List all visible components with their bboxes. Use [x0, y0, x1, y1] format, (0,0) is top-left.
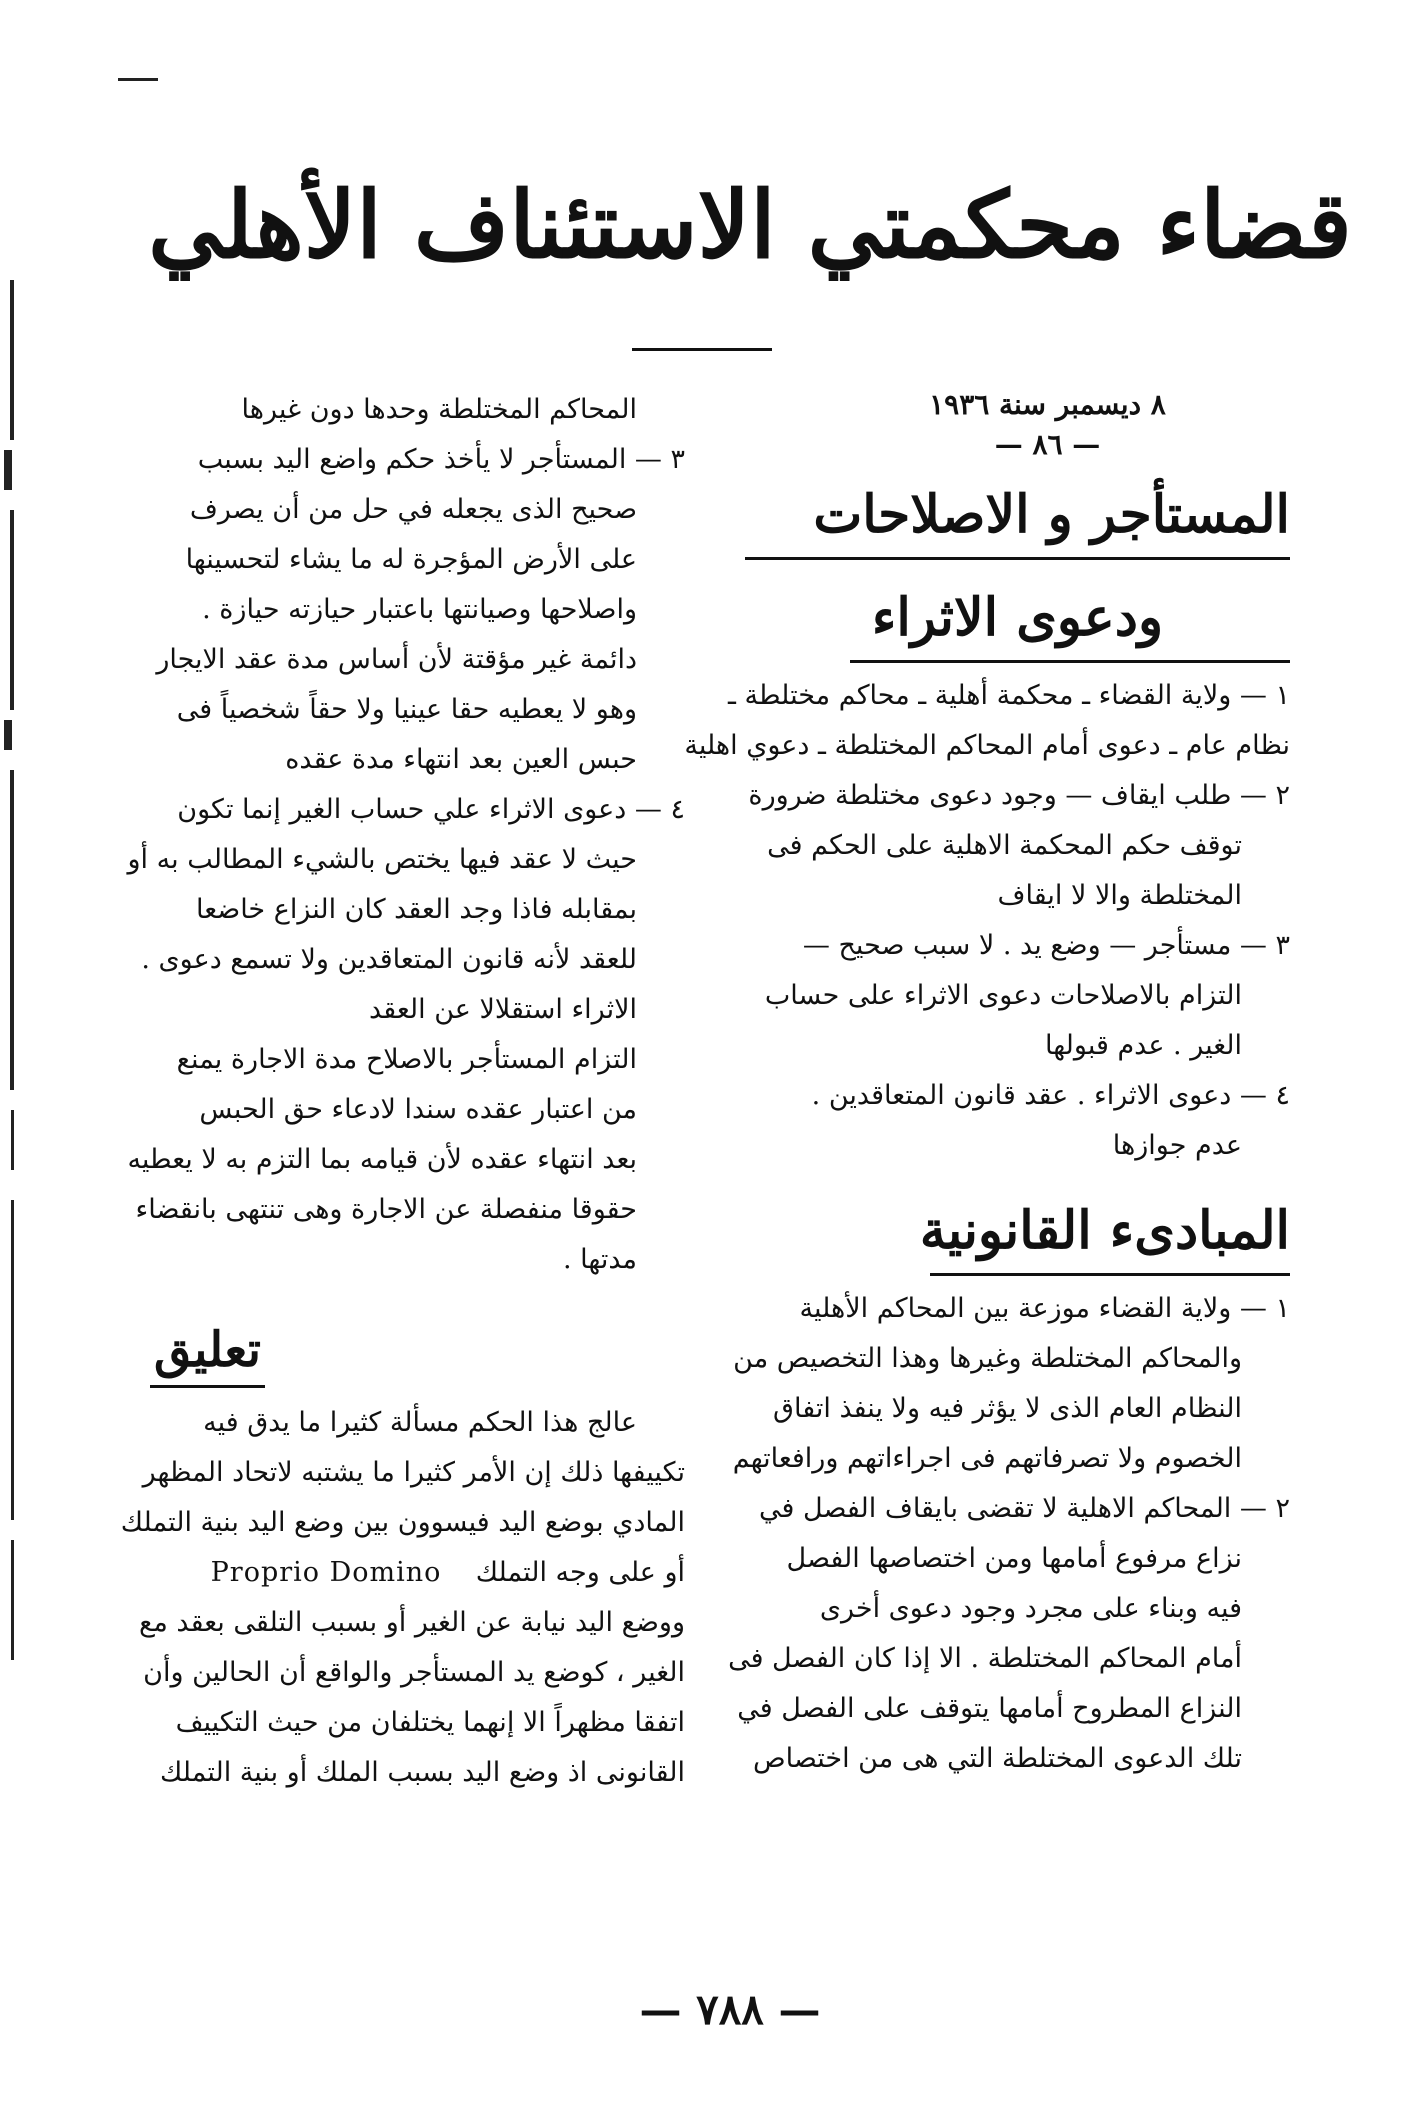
body-line: ٣ — المستأجر لا يأخذ حكم واضع اليد بسبب — [197, 444, 685, 475]
commentary-line — [150, 1548, 685, 1598]
summary-line: ٤ — دعوى الاثراء . عقد قانون المتعاقدين . — [811, 1080, 1290, 1111]
principles-rule — [930, 1273, 1290, 1276]
case-title-line1: المستأجر و الاصلاحات — [813, 484, 1290, 545]
commentary-line: المادي بوضع اليد فيسوون بين وضع اليد بنية التملك — [120, 1507, 685, 1538]
body-line: حبس العين بعد انتهاء مدة عقده — [285, 744, 637, 775]
summary-line: الغير . عدم قبولها — [1044, 1030, 1242, 1061]
body-line: واصلاحها وصيانتها باعتبار حيازته حيازة . — [202, 594, 637, 625]
commentary-line: اتفقا مظهراً الا إنهما يختلفان من حيث التكييف — [175, 1707, 685, 1738]
body-line: مدتها . — [563, 1244, 637, 1275]
commentary-line: القانونى اذ وضع اليد بسبب الملك أو بنية التملك — [160, 1757, 685, 1788]
masthead-rule — [632, 348, 772, 351]
case-title-line2: ودعوى الاثراء — [871, 587, 1164, 648]
commentary-line: ووضع اليد نيابة عن الغير أو بسبب التلقى بعقد مع — [139, 1607, 685, 1638]
principles-title: المبادىء القانونية — [919, 1200, 1290, 1261]
commentary-line: تكييفها ذلك إن الأمر كثيرا ما يشتبه لاتحاد المظهر — [142, 1457, 685, 1488]
commentary-text — [120, 1398, 685, 1798]
principle-line: والمحاكم المختلطة وغيرها وهذا التخصيص من — [733, 1343, 1242, 1374]
body-line: من اعتبار عقده سندا لادعاء حق الحبس — [199, 1094, 637, 1125]
principle-line: فيه وبناء على مجرد وجود دعوى أخرى — [819, 1593, 1242, 1624]
latin-phrase: Proprio Domino — [210, 1557, 442, 1588]
journal-masthead: قضاء محكمتي الاستئناف الأهلي — [148, 171, 1352, 279]
body-line: بمقابله فاذا وجد العقد كان النزاع خاضعا — [196, 894, 637, 925]
body-line: المحاكم المختلطة وحدها دون غيرها — [241, 394, 637, 425]
body-line: للعقد لأنه قانون المتعاقدين ولا تسمع دعوى . — [141, 944, 637, 975]
body-line: التزام المستأجر بالاصلاح مدة الاجارة يمنع — [176, 1044, 637, 1075]
principle-line: ٢ — المحاكم الاهلية لا تقضى بايقاف الفصل في — [759, 1493, 1290, 1524]
summary-line: التزام بالاصلاحات دعوى الاثراء على حساب — [764, 980, 1242, 1011]
commentary-line-text: أو على وجه التملك — [475, 1557, 685, 1588]
title-rule — [745, 557, 1290, 560]
judgment-date: ٨ ديسمبر سنة ١٩٣٦ — [929, 388, 1166, 421]
summary-line: المختلطة والا لا ايقاف — [997, 880, 1242, 911]
principle-line: تلك الدعوى المختلطة التي هى من اختصاص — [752, 1743, 1242, 1774]
left-column — [120, 385, 685, 1798]
binding-edge — [4, 280, 18, 1660]
commentary-title: تعليق — [150, 1315, 265, 1388]
title-rule-2 — [850, 660, 1290, 663]
body-line: حيث لا عقد فيها يختص بالشيء المطالب به أو — [127, 844, 637, 875]
summary-line: ٢ — طلب ايقاف — وجود دعوى مختلطة ضرورة — [748, 780, 1290, 811]
principle-line: أمام المحاكم المختلطة . الا إذا كان الفصل فى — [728, 1643, 1242, 1674]
principle-line: نزاع مرفوع أمامها ومن اختصاصها الفصل — [786, 1543, 1242, 1574]
body-line: الاثراء استقلالا عن العقد — [369, 994, 637, 1025]
continuation-text — [127, 385, 685, 1285]
principle-line: الخصوم ولا تصرفاتهم فى اجراءاتهم ورافعاتهم — [732, 1443, 1242, 1474]
summary-line: نظام عام ـ دعوى أمام المحاكم المختلطة ـ دعوي اهلية — [684, 730, 1290, 761]
commentary-header — [150, 1315, 685, 1388]
summary-line: ٣ — مستأجر — وضع يد . لا سبب صحيح — — [802, 930, 1290, 961]
body-line: حقوقا منفصلة عن الاجارة وهى تنتهى بانقضاء — [135, 1194, 637, 1225]
principle-line: النزاع المطروح أمامها يتوقف على الفصل في — [737, 1693, 1242, 1724]
summary-line: ١ — ولاية القضاء ـ محكمة أهلية ـ محاكم مختلطة ـ — [728, 680, 1290, 711]
body-line: على الأرض المؤجرة له ما يشاء لتحسينها — [185, 544, 637, 575]
commentary-line: عالج هذا الحكم مسألة كثيرا ما يدق فيه — [203, 1407, 637, 1438]
right-column — [684, 385, 1290, 1784]
body-line: دائمة غير مؤقتة لأن أساس مدة عقد الايجار — [156, 644, 637, 675]
summary-line: توقف حكم المحكمة الاهلية على الحكم فى — [767, 830, 1242, 861]
body-line: بعد انتهاء عقده لأن قيامه بما التزم به لا يعطيه — [127, 1144, 637, 1175]
summary-list — [684, 671, 1290, 1171]
principle-line: النظام العام الذى لا يؤثر فيه ولا ينفذ اتفاق — [773, 1393, 1242, 1424]
body-line: وهو لا يعطيه حقا عينيا ولا حقاً شخصياً فى — [176, 694, 637, 725]
case-number: — ٨٦ — — [994, 428, 1101, 461]
summary-line: عدم جوازها — [1112, 1130, 1242, 1161]
body-line: ٤ — دعوى الاثراء علي حساب الغير إنما تكون — [177, 794, 685, 825]
principle-line: ١ — ولاية القضاء موزعة بين المحاكم الأهلية — [799, 1293, 1290, 1324]
body-line: صحيح الذى يجعله في حل من أن يصرف — [189, 494, 637, 525]
scan-mark — [118, 78, 158, 81]
principles-list — [728, 1284, 1290, 1784]
commentary-line: الغير ، كوضع يد المستأجر والواقع أن الحالين وأن — [143, 1657, 685, 1688]
page-number: — ٧٨٨ — — [639, 1985, 821, 2034]
